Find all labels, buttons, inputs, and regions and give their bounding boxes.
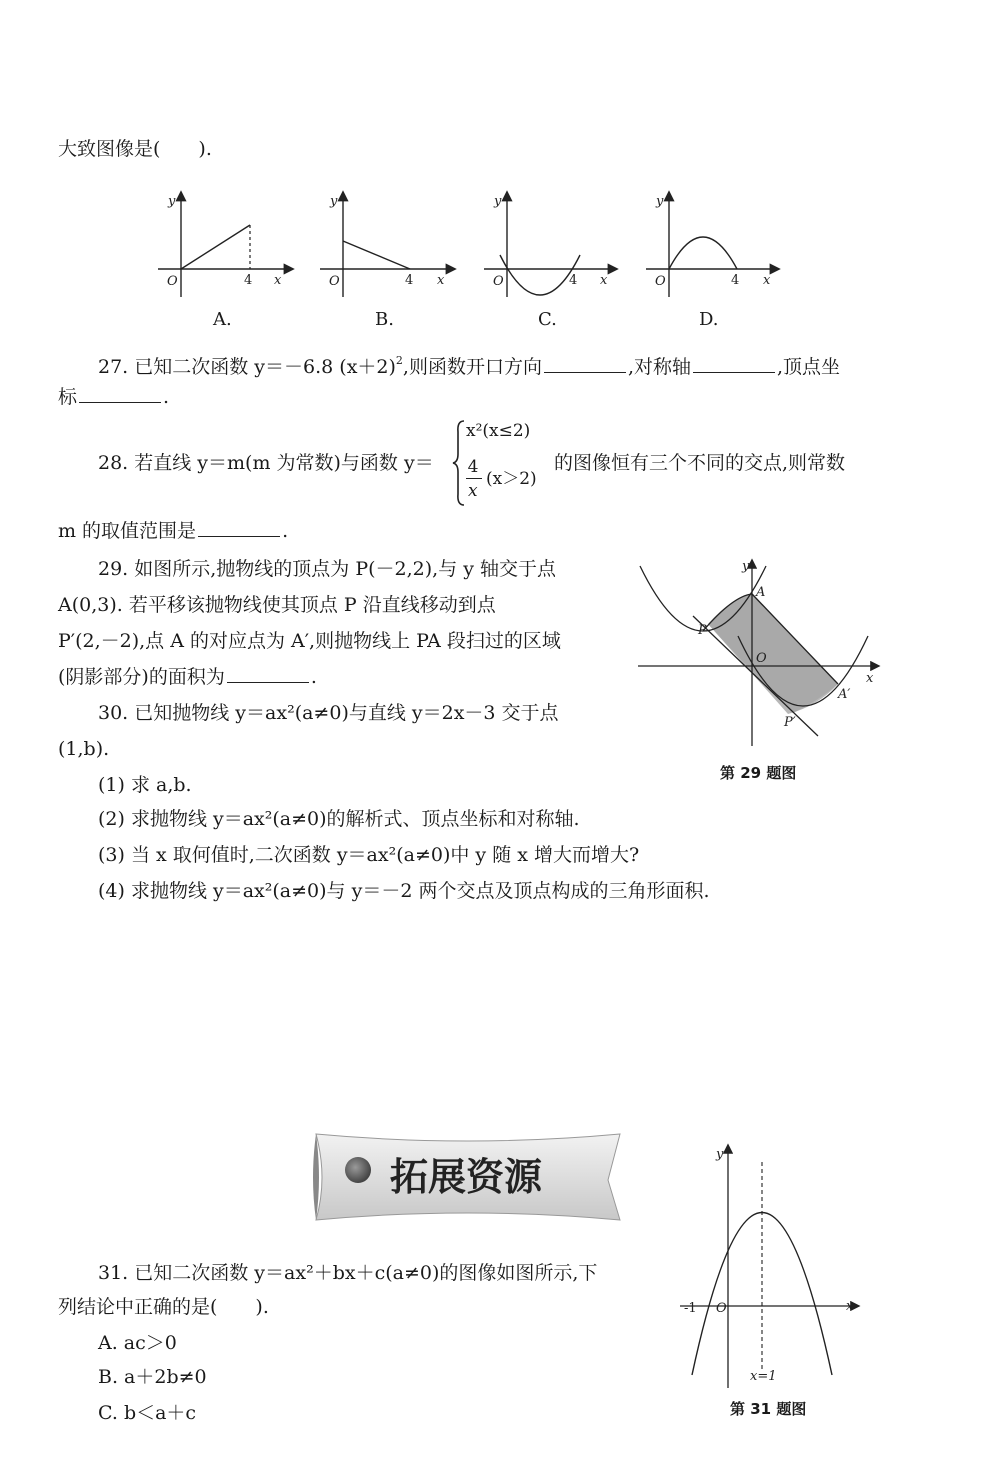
q28-line1-right: 的图像恒有三个不同的交点,则常数 xyxy=(554,452,846,474)
option-graphs xyxy=(0,185,1006,365)
q29-caption: 第 29 题图 xyxy=(720,764,797,782)
q31-option-b: B. a＋2b≠0 xyxy=(98,1366,207,1388)
svg-text:y: y xyxy=(742,559,750,574)
svg-text:y: y xyxy=(330,194,338,209)
q28-fraction-bar xyxy=(466,478,482,479)
q29-figure xyxy=(638,556,888,756)
q28-line1-left: 28. 若直线 y＝m(m 为常数)与函数 y＝ xyxy=(98,452,434,474)
option-b-label: B. xyxy=(375,309,394,330)
svg-text:P′: P′ xyxy=(784,715,796,730)
graph-c xyxy=(484,193,616,297)
q28-line2: m 的取值范围是 . xyxy=(58,520,289,542)
option-a-label: A. xyxy=(213,309,232,330)
svg-text:y: y xyxy=(716,1147,724,1162)
svg-text:x: x xyxy=(866,671,874,686)
svg-text:4: 4 xyxy=(569,273,578,288)
q27-blank-vertex[interactable] xyxy=(79,384,161,403)
q28-brace xyxy=(452,418,466,508)
q27-blank-direction[interactable] xyxy=(544,354,626,373)
svg-text:x: x xyxy=(846,1299,854,1314)
svg-text:O: O xyxy=(493,274,504,289)
q26-tail-text: 大致图像是( ). xyxy=(58,138,212,160)
svg-text:A: A xyxy=(756,585,766,600)
q29-line4: (阴影部分)的面积为 . xyxy=(58,666,317,688)
graph-d xyxy=(646,193,778,297)
svg-text:O: O xyxy=(655,274,666,289)
q28-case1: x²(x≤2) xyxy=(466,421,531,441)
q29-line3: P′(2,－2),点 A 的对应点为 A′,则抛物线上 PA 段扫过的区域 xyxy=(58,630,561,652)
q29-line2: A(0,3). 若平移该抛物线使其顶点 P 沿直线移动到点 xyxy=(58,594,496,616)
q27-line1: 27. 已知二次函数 y＝－6.8 $(x+2)^2$,则函数开口方向 ,对称轴 ,顶点坐 xyxy=(98,354,841,378)
q31-option-a: A. ac＞0 xyxy=(98,1332,177,1354)
graph-b xyxy=(320,193,454,297)
option-d-label: D. xyxy=(699,309,719,330)
q31-caption: 第 31 题图 xyxy=(730,1400,807,1418)
svg-text:x=1: x=1 xyxy=(750,1369,777,1384)
svg-text:y: y xyxy=(656,194,664,209)
svg-text:x: x xyxy=(437,273,445,288)
svg-text:y: y xyxy=(494,194,502,209)
svg-text:A′: A′ xyxy=(838,687,851,702)
svg-text:O: O xyxy=(329,274,340,289)
q28-case2-cond: (x＞2) xyxy=(486,469,537,489)
svg-text:4: 4 xyxy=(731,273,740,288)
svg-text:O: O xyxy=(756,651,767,666)
q28-case2-den: x xyxy=(468,481,478,501)
q31-option-c: C. b＜a＋c xyxy=(98,1402,197,1424)
q31-line1: 31. 已知二次函数 y＝ax²＋bx＋c(a≠0)的图像如图所示,下 xyxy=(98,1262,598,1284)
q31-line2: 列结论中正确的是( ). xyxy=(58,1296,269,1318)
q28-blank-range[interactable] xyxy=(198,518,280,537)
svg-text:y: y xyxy=(168,194,176,209)
svg-text:O: O xyxy=(716,1301,727,1316)
svg-text:拓展资源: 拓展资源 xyxy=(390,1155,543,1199)
graph-a xyxy=(158,193,292,297)
q27-blank-axis[interactable] xyxy=(693,354,775,373)
banner-extension-resources xyxy=(308,1130,628,1230)
q30-line2: (1,b). xyxy=(58,738,110,760)
q29-line1: 29. 如图所示,抛物线的顶点为 P(－2,2),与 y 轴交于点 xyxy=(98,558,557,580)
svg-text:x: x xyxy=(763,273,771,288)
option-c-label: C. xyxy=(538,309,557,330)
q30-sub3: (3) 当 x 取何值时,二次函数 y＝ax²(a≠0)中 y 随 x 增大而增大? xyxy=(98,844,640,866)
q30-sub2: (2) 求抛物线 y＝ax²(a≠0)的解析式、顶点坐标和对称轴. xyxy=(98,808,580,830)
svg-text:P: P xyxy=(698,623,707,638)
svg-text:O: O xyxy=(167,274,178,289)
svg-text:4: 4 xyxy=(244,273,253,288)
q30-line1: 30. 已知抛物线 y＝ax²(a≠0)与直线 y＝2x－3 交于点 xyxy=(98,702,559,724)
q28-case2-num: 4 xyxy=(467,457,479,477)
q30-sub4: (4) 求抛物线 y＝ax²(a≠0)与 y＝－2 两个交点及顶点构成的三角形面积. xyxy=(98,880,710,902)
svg-text:x: x xyxy=(274,273,282,288)
svg-text:-1: -1 xyxy=(684,1301,697,1316)
q30-sub1: (1) 求 a,b. xyxy=(98,774,192,796)
q31-figure xyxy=(678,1140,868,1390)
svg-text:x: x xyxy=(600,273,608,288)
svg-text:4: 4 xyxy=(405,273,414,288)
q29-blank-area[interactable] xyxy=(227,664,309,683)
q27-line2: 标 . xyxy=(58,386,170,408)
